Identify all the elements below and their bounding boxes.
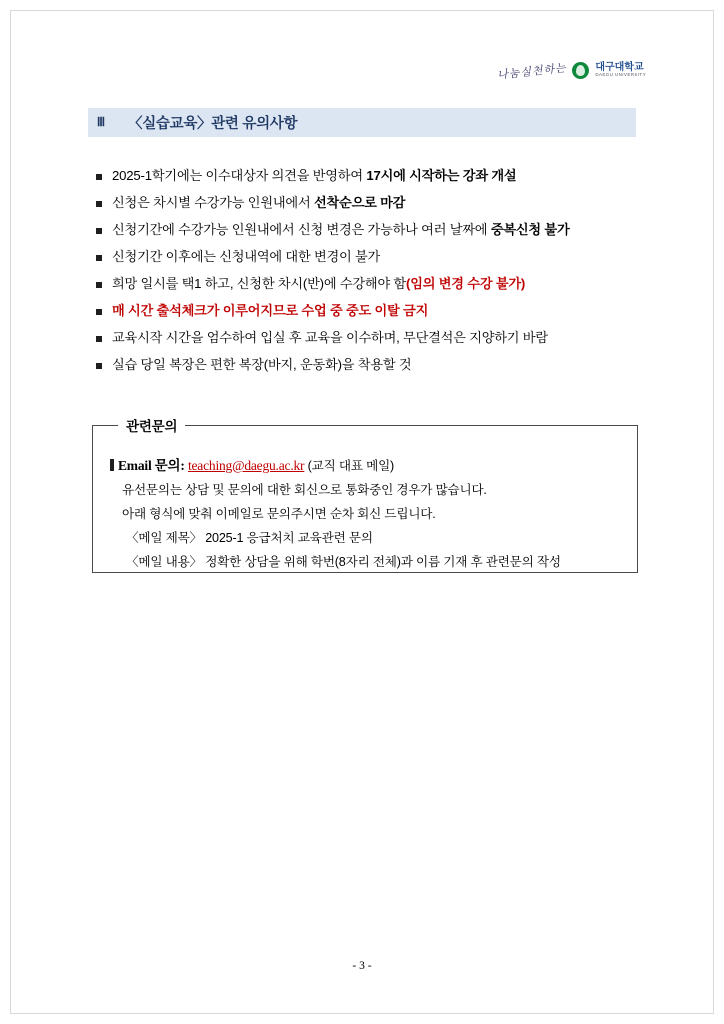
square-bullet-icon (96, 309, 102, 315)
logo-name-english: DAEGU UNIVERSITY (595, 72, 646, 78)
contact-email-line (110, 453, 640, 479)
list-item (96, 222, 656, 239)
notice-list (96, 168, 656, 384)
email-label: Email 문의: (118, 458, 185, 473)
square-bullet-icon (96, 282, 102, 288)
email-note: (교직 대표 메일) (307, 459, 395, 473)
logo-name-korean: 대구대학교 (595, 61, 644, 73)
section-heading (88, 108, 636, 137)
section-number: Ⅲ (96, 115, 106, 129)
vertical-bar-icon (110, 459, 114, 471)
contact-box-title: 관련문의 (118, 415, 185, 435)
list-item-text: 실습 당일 복장은 편한 복장(바지, 운동화)을 착용할 것 (112, 357, 412, 372)
contact-mail-subject-line: 〈메일 제목〉 2025-1 응급처치 교육관련 문의 (126, 530, 373, 545)
logo-wordmark (595, 63, 646, 78)
list-item (96, 168, 656, 185)
section-title: 〈실습교육〉관련 유의사항 (128, 116, 298, 132)
contact-mail-body-line: 〈메일 내용〉 정확한 상담을 위해 학번(8자리 전체)과 이름 기재 후 관련문의 작성 (126, 554, 561, 569)
list-item (96, 195, 656, 212)
square-bullet-icon (96, 228, 102, 234)
square-bullet-icon (96, 174, 102, 180)
logo-script-text: 나눔실천하는 (496, 60, 567, 82)
list-item-text: 신청기간 이후에는 신청내역에 대한 변경이 불가 (112, 249, 381, 264)
list-item (96, 249, 656, 266)
list-item-text: 희망 일시를 택1 하고, 신청한 차시(반)에 수강해야 함(임의 변경 수강 불가) (112, 276, 526, 291)
square-bullet-icon (96, 255, 102, 261)
list-item-text: 교육시작 시간을 엄수하여 입실 후 교육을 이수하며, 무단결석은 지양하기 바람 (112, 330, 548, 345)
list-item (96, 276, 656, 293)
square-bullet-icon (96, 336, 102, 342)
square-bullet-icon (96, 363, 102, 369)
list-item-text: 신청기간에 수강가능 인원내에서 신청 변경은 가능하나 여러 날짜에 중복신청 불가 (112, 222, 570, 237)
list-item (96, 357, 656, 374)
university-logo (496, 60, 646, 82)
square-bullet-icon (96, 201, 102, 207)
logo-emblem-icon (572, 62, 589, 79)
list-item (96, 330, 656, 347)
list-item-text: 매 시간 출석체크가 이루어지므로 수업 중 중도 이탈 금지 (112, 303, 429, 318)
contact-box-body (110, 453, 640, 575)
list-item-text: 신청은 차시별 수강가능 인원내에서 선착순으로 마감 (112, 195, 406, 210)
email-address-link[interactable]: teaching@daegu.ac.kr (187, 458, 305, 473)
list-item (96, 303, 656, 320)
contact-note-line-2: 아래 형식에 맞춰 이메일로 문의주시면 순차 회신 드립니다. (122, 506, 436, 521)
list-item-text: 2025-1학기에는 이수대상자 의견을 반영하여 17시에 시작하는 강좌 개설 (112, 168, 517, 183)
page-number: - 3 - (352, 960, 372, 972)
contact-note-line-1: 유선문의는 상담 및 문의에 대한 회신으로 통화중인 경우가 많습니다. (122, 482, 487, 497)
